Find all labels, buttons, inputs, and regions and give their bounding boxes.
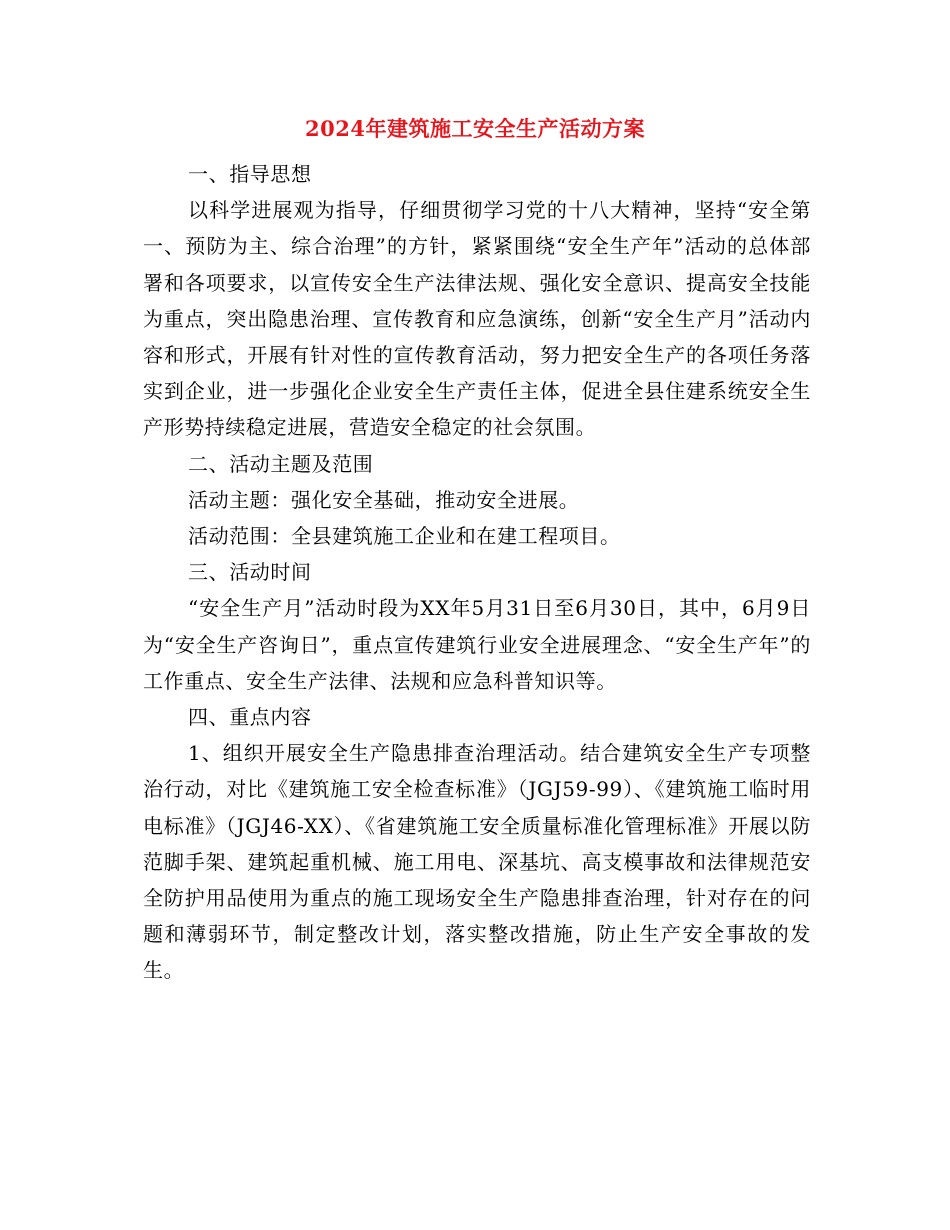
section-heading-key-content: 四、重点内容 — [188, 705, 312, 730]
section-heading-theme-scope: 二、活动主题及范围 — [188, 451, 374, 476]
section-heading-activity-time: 三、活动时间 — [188, 560, 312, 585]
paragraph-activity-time: “安全生产月”活动时段为XX年5月31日至6月30日，其中，6月9日为“安全生产咨询日”，重点宣传建筑行业安全进展理念、“安全生产年”的工作重点、安全生产法律、法规和应急科普知识等。 — [143, 596, 811, 693]
section-heading-guiding-ideology: 一、指导思想 — [188, 162, 312, 186]
document-body — [143, 156, 811, 989]
paragraph-guiding-ideology: 以科学进展观为指导，仔细贯彻学习党的十八大精神，坚持“安全第一、预防为主、综合治理”的方针，紧紧围绕“安全生产年”活动的总体部署和各项要求，以宣传安全生产法律法规、强化安全意识、提高安全技能为重点，突出隐患治理、宣传教育和应急演练，创新“安全生产月”活动内容和形式，开展有针对性的宣传教育活动，努力把安全生产的各项任务落实到企业，进一步强化企业安全生产责任主体，促进全县住建系统安全生产形势持续稳定进展，营造安全稳定的社会氛围。 — [143, 198, 811, 440]
document-title: 2024年建筑施工安全生产活动方案 — [305, 116, 645, 141]
paragraph-activity-theme: 活动主题：强化安全基础，推动安全进展。 — [188, 487, 580, 512]
paragraph-key-content-1: 1、组织开展安全生产隐患排查治理活动。结合建筑安全生产专项整治行动，对比《建筑施工安全检查标准》（JGJ59-99）、《建筑施工临时用电标准》（JGJ46-XX）、《省建筑施工安全质量标准化管理标准》开展以防范脚手架、建筑起重机械、施工用电、深基坑、高支模事故和法律规范安全防护用品使用为重点的施工现场安全生产隐患排查治理，针对存在的问题和薄弱环节，制定整改计划，落实整改措施，防止生产安全事故的发生。 — [143, 741, 811, 983]
paragraph-activity-scope: 活动范围：全县建筑施工企业和在建工程项目。 — [188, 524, 621, 549]
